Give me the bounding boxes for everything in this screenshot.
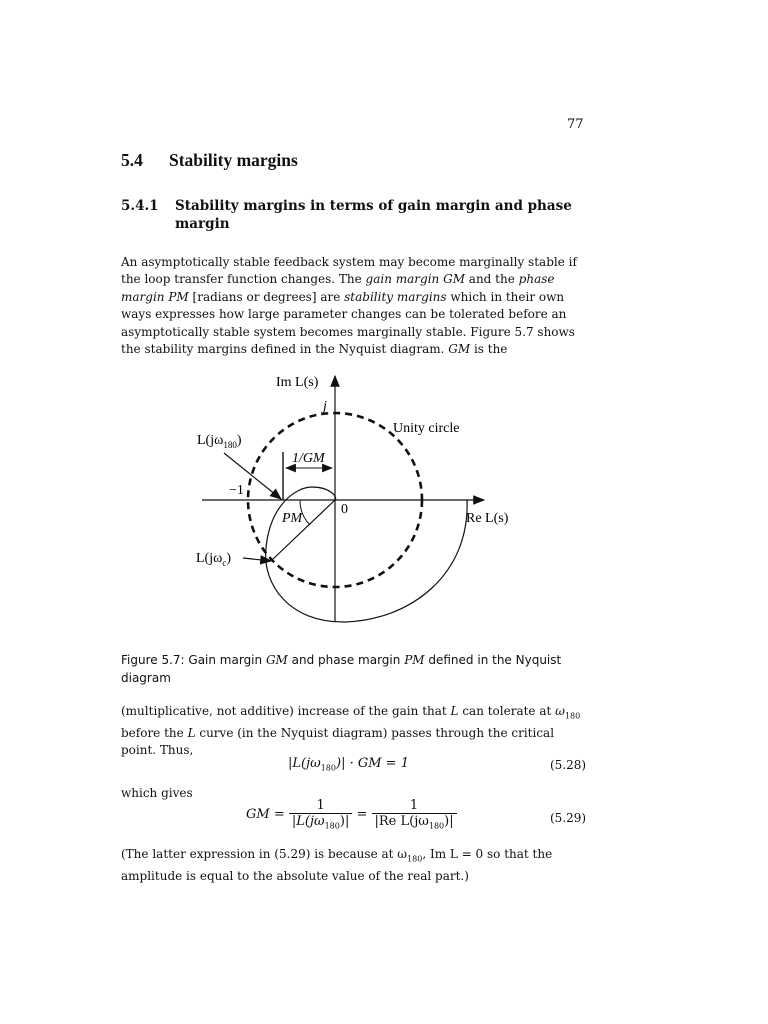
text: (The latter expression in (5.29) is because at ω (121, 847, 408, 861)
equation-number-5-28: (5.28) (550, 758, 587, 772)
numerator: 1 (409, 798, 419, 813)
zero-label: 0 (341, 502, 348, 517)
eq-text: )| · GM = 1 (336, 756, 409, 771)
subscript: 180 (564, 711, 581, 721)
symbol-pm: PM (404, 653, 425, 667)
fraction-2 (372, 798, 457, 831)
text: defined in the Nyquist diagram (121, 653, 562, 685)
subscript: 180 (407, 854, 423, 864)
text: L(jω (197, 433, 224, 448)
which-gives: which gives (121, 786, 193, 800)
term-phase-margin: phase margin (121, 272, 555, 304)
page-number: 77 (567, 117, 584, 132)
subsection-number: 5.4.1 (121, 198, 159, 214)
section-title: Stability margins (169, 150, 298, 170)
eq-text: |L(jω (291, 814, 325, 829)
l-wc-label (196, 551, 231, 568)
pm-radius (272, 500, 335, 560)
paragraph-gain (121, 703, 591, 760)
eq-text: |L(jω (288, 756, 321, 771)
denominator (289, 813, 352, 831)
text: can tolerate at (458, 704, 556, 718)
eq-text: |Re L(jω (374, 814, 429, 829)
equation-5-28 (288, 756, 409, 773)
im-axis-label: Im L(s) (276, 375, 319, 390)
denominator (372, 813, 457, 831)
text: ) (236, 433, 242, 448)
fraction-1 (289, 798, 352, 831)
eq-lhs: GM = (246, 806, 285, 822)
figure-caption (121, 652, 591, 687)
text: An asymptotically stable feedback system may become marginally stable if the loop transfer function changes. The (121, 255, 577, 287)
section-number: 5.4 (121, 150, 143, 170)
term-gain-margin: gain margin (365, 272, 440, 287)
text: curve (in the Nyquist diagram) passes through the critical point. Thus, (121, 725, 555, 758)
text: c (222, 558, 227, 568)
text: is the (470, 342, 508, 357)
text: (multiplicative, not additive) increase of the gain that (121, 704, 451, 718)
text: which in their own ways expresses how large parameter changes can be tolerated before an asymptotically stable system becomes marginally stable. Figure 5.7 shows the stability margins defined in the Nyquist diagram. (121, 289, 575, 357)
equation-number-5-29: (5.29) (550, 811, 587, 825)
symbol-l: L (187, 725, 196, 740)
paragraph-latter (121, 846, 591, 885)
pm-label: PM (282, 511, 303, 526)
l-w180-label (197, 433, 242, 450)
minus-one-label: −1 (229, 483, 244, 498)
j-label: j (323, 399, 327, 414)
subscript: 180 (324, 821, 340, 831)
eq-text: )| (339, 814, 350, 829)
numerator: 1 (316, 798, 325, 813)
symbol-gm: GM (448, 342, 471, 357)
symbol-l: L (450, 704, 459, 718)
symbol-gm: GM (443, 272, 465, 287)
symbol-pm: PM (168, 289, 189, 304)
text: before the (121, 725, 188, 740)
text: and the (464, 272, 519, 287)
symbol-gm: GM (265, 653, 288, 667)
term-stability-margins: stability margins (344, 289, 447, 304)
equals-sign: = (356, 806, 368, 822)
re-axis-label: Re L(s) (466, 511, 509, 526)
subscript: 180 (428, 821, 445, 831)
subsection-title: Stability margins in terms of gain margin and phase margin (175, 198, 572, 232)
text: and phase margin (287, 653, 405, 667)
equation-5-29 (246, 798, 457, 831)
text: L(jω (196, 551, 223, 566)
subscript: 180 (320, 763, 336, 773)
eq-text: )| (444, 814, 454, 829)
one-over-gm-label: 1/GM (292, 451, 325, 466)
text: Figure 5.7: Gain margin (121, 653, 266, 667)
text: 180 (223, 440, 237, 450)
nyquist-curve (266, 487, 467, 622)
symbol-omega: ω (555, 704, 565, 718)
text: [radians or degrees] are (188, 289, 345, 304)
unity-circle-label: Unity circle (393, 421, 460, 436)
l-wc-arrow (243, 558, 271, 561)
text: ) (226, 551, 231, 566)
text: , Im L = 0 so that the amplitude is equal to the absolute value of the real part.) (121, 847, 553, 883)
